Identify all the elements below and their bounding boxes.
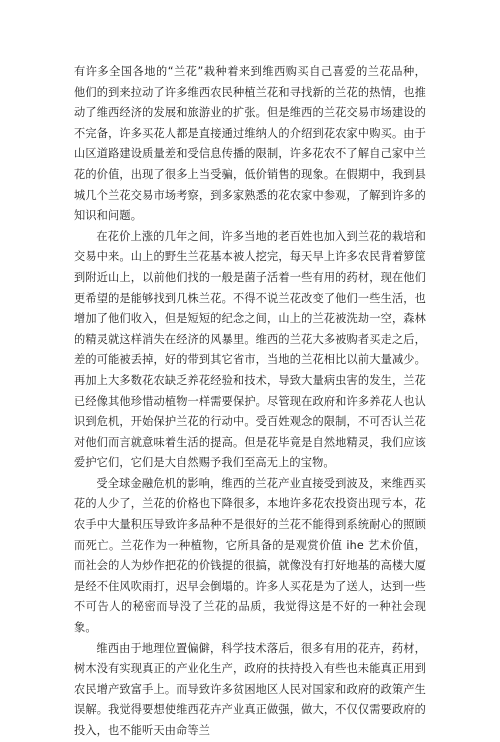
paragraph-4: 维西由于地理位置偏僻，科学技术落后，很多有用的花卉，药材，树木没有实现真正的产业化生产，政府的扶持投入有些也未能真正用到农民增产致富手上。而导致许多贫困地区人民对国家和政府的政策产生误解。我觉得要想使维西花卉产业真正做强，做大，不仅仅需要政府的投入，也不能听天由命等兰 (74, 641, 426, 737)
paragraph-1: 有许多全国各地的“兰花”栽种着来到维西购买自己喜爱的兰花品种，他们的到来拉动了许多维西农民种植兰花和寻找新的兰花的热情，也推动了维西经济的发展和旅游业的扩张。但是维西的兰花交易市场建设的不完备，许多买花人都是直接通过维纳人的介绍到花农家中购买。由于山区道路建设质量差和受信息传播的限制，许多花农不了解自己家中兰花的价值，出现了很多上当受骗，低价销售的现象。在假期中，我到县城几个兰花交易市场考察，到多家熟悉的花农家中参观，了解到许多的知识和问题。 (74, 65, 426, 223)
paragraph-3: 受全球金融危机的影响，维西的兰花产业直接受到波及，来维西买花的人少了，兰花的价格也下降很多，本地许多花农投资出现亏本，花农手中大量积压导致许多品种不是很好的兰花不能得到系统耐心的照顾而死亡。兰花作为一种植物，它所具备的是观赏价值 ihe 艺术价值，而社会的人为炒作把花的价钱提的很搞，就像没有打好地基的高楼大厦是经不住风吹雨打，迟早会倒塌的。许多人买花是为了送人，达到一些不可告人的秘密而导没了兰花的品质，我觉得这是不好的一种社会现象。 (74, 476, 426, 635)
paragraph-2: 在花价上涨的几年之间，许多当地的老百姓也加入到兰花的栽培和交易中来。山上的野生兰花基本被人挖完，每天早上许多农民背着箩筐到附近山上，以前他们找的一般是菌子活着一些有用的药材，现在他们更希望的是能够找到几株兰花。不得不说兰花改变了他们一些生活，也增加了他们收入，但是短短的纪念之间，山上的兰花被洗劫一空，森林的精灵就这样消失在经济的风暴里。维西的兰花大多被购者买走之后，差的可能被丢掉，好的带到其它省市，当地的兰花相比以前大量减少。再加上大多数花农缺乏养花经验和技术，导致大量病虫害的发生，兰花已经像其他珍惜动植物一样需要保护。尽管现在政府和许多养花人也认识到危机，开始保护兰花的行动中。受百姓观念的限制，不可否认兰花对他们而言就意味着生活的提高。但是花毕竟是自然地精灵，我们应该爱护它们，它们是大自然赐予我们至高无上的宝物。 (74, 229, 426, 470)
document-page (74, 62, 426, 742)
